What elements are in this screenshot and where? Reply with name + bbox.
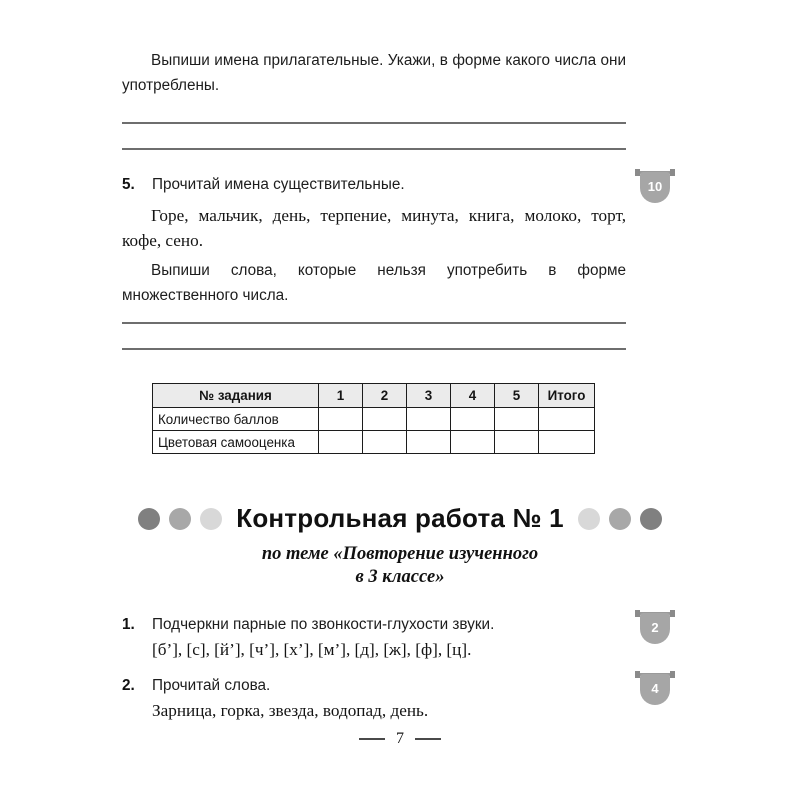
page-footer: [0, 730, 800, 748]
answer-line: [122, 148, 626, 150]
section-subtitle-line-1: по теме «Повторение изученного: [261, 544, 539, 564]
top-task-instruction-block: [122, 48, 626, 98]
score-cell[interactable]: [363, 431, 407, 454]
dot-icon: [200, 508, 222, 530]
answer-line: [122, 348, 626, 350]
score-cell[interactable]: [407, 408, 451, 431]
task-1-instruction: Подчеркни парные по звонкости-глухости звуки.: [152, 616, 495, 633]
task-2-number: 2.: [122, 677, 135, 694]
dot-icon: [138, 508, 160, 530]
score-cell[interactable]: [495, 408, 539, 431]
task-1: [122, 612, 626, 662]
score-table-header-cell: № задания: [153, 384, 319, 408]
task-2: [122, 673, 626, 723]
score-table-row-label: Количество баллов: [153, 408, 319, 431]
task-5-question-block: [122, 258, 626, 308]
score-table-header-cell: 4: [451, 384, 495, 408]
page-title: Контрольная работа № 1: [236, 503, 564, 533]
dot-icon: [169, 508, 191, 530]
badge-shield-icon: [640, 172, 670, 203]
table-row: [153, 431, 595, 454]
score-cell[interactable]: [363, 408, 407, 431]
score-table-header-row: [153, 384, 595, 408]
score-badge-task-2-value: 4: [651, 681, 659, 696]
task-5-question: Выпиши слова, которые нельзя употребить в форме множественного числа.: [122, 262, 626, 304]
dot-icon: [609, 508, 631, 530]
badge-shield-icon: [640, 613, 670, 644]
score-table-header-cell: 5: [495, 384, 539, 408]
score-cell[interactable]: [451, 408, 495, 431]
heading-dots-left: [138, 508, 222, 530]
score-cell[interactable]: [539, 408, 595, 431]
section-subtitle-line-2: в 3 классе»: [355, 567, 445, 587]
task-5: [122, 172, 626, 197]
task-5-body: [152, 172, 626, 197]
score-badge-task-5-value: 10: [647, 179, 663, 194]
score-cell[interactable]: [495, 431, 539, 454]
table-row: [153, 408, 595, 431]
heading-dots-right: [578, 508, 662, 530]
score-table-header-cell: 1: [319, 384, 363, 408]
score-table: [152, 383, 595, 454]
score-table-header-cell: 3: [407, 384, 451, 408]
page-number: 7: [396, 730, 404, 747]
task-5-instruction: Прочитай имена существительные.: [152, 176, 405, 193]
footer-dash-left-icon: [359, 738, 385, 740]
section-heading: [0, 503, 800, 534]
score-badge-task-2: [638, 669, 672, 707]
score-badge-task-1: [638, 608, 672, 646]
score-table-header-cell: 2: [363, 384, 407, 408]
score-cell[interactable]: [407, 431, 451, 454]
task-5-number: 5.: [122, 176, 135, 193]
task-1-number: 1.: [122, 616, 135, 633]
score-badge-task-1-value: 2: [651, 620, 659, 635]
score-cell[interactable]: [319, 408, 363, 431]
footer-dash-right-icon: [415, 738, 441, 740]
task-2-content: Зарница, горка, звезда, водопад, день.: [152, 701, 429, 720]
top-task-instruction: Выпиши имена прилагательные. Укажи, в форме какого числа они употреблены.: [122, 52, 626, 94]
task-5-words-block: [122, 203, 626, 253]
badge-shield-icon: [640, 674, 670, 705]
score-badge-task-5: [638, 167, 672, 205]
task-5-word-list: Горе, мальчик, день, терпение, минута, книга, молоко, торт, кофе, сено.: [122, 206, 626, 250]
task-1-content: [б’], [с], [й’], [ч’], [х’], [м’], [д], [ж], [ф], [ц].: [152, 640, 472, 659]
answer-line: [122, 322, 626, 324]
score-table-row-label: Цветовая самооценка: [153, 431, 319, 454]
answer-line: [122, 122, 626, 124]
task-2-instruction: Прочитай слова.: [152, 677, 271, 694]
score-cell[interactable]: [319, 431, 363, 454]
score-cell[interactable]: [539, 431, 595, 454]
dot-icon: [578, 508, 600, 530]
score-table-header-cell: Итого: [539, 384, 595, 408]
task-1-body: [152, 612, 626, 662]
dot-icon: [640, 508, 662, 530]
section-subtitle: [0, 543, 800, 589]
task-2-body: [152, 673, 626, 723]
score-cell[interactable]: [451, 431, 495, 454]
